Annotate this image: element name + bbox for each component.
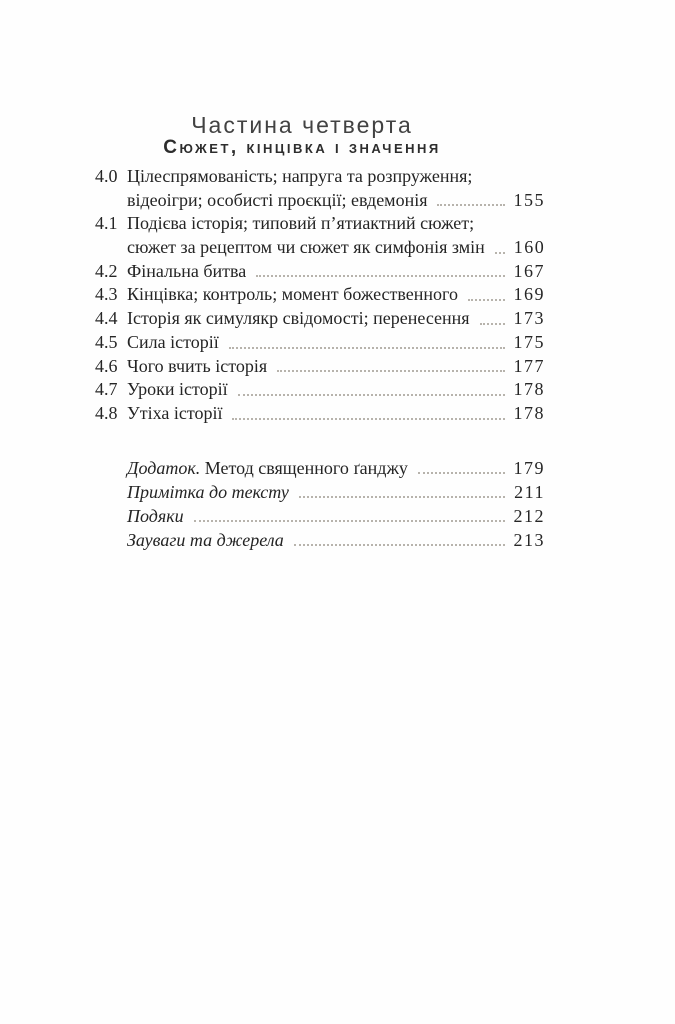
toc-row	[95, 283, 545, 307]
back-matter-title	[127, 456, 408, 480]
back-matter-title-italic: Подяки	[127, 505, 184, 526]
toc-entry-number: 4.3	[95, 284, 118, 305]
back-matter-row	[95, 528, 545, 552]
toc-entry-title: сюжет за рецептом чи сюжет як симфонія змін	[127, 237, 485, 258]
toc-entry-number: 4.4	[95, 308, 118, 329]
toc-row	[95, 378, 545, 402]
toc-row	[95, 189, 545, 213]
table-of-contents	[95, 113, 545, 552]
dot-leader	[299, 496, 505, 498]
back-matter-row	[95, 480, 545, 504]
dot-leader	[495, 252, 505, 254]
dot-leader	[468, 299, 505, 301]
toc-entry-list	[95, 165, 545, 426]
back-matter-title	[127, 480, 289, 504]
toc-entry-page-number: 173	[513, 308, 545, 329]
dot-leader	[480, 323, 505, 325]
toc-entry-title: Уроки історії	[127, 379, 228, 400]
dot-leader	[232, 418, 504, 420]
toc-entry-title: Фінальна битва	[127, 260, 247, 281]
back-matter-page-number: 179	[513, 457, 545, 478]
back-matter-title-italic: Примітка до тексту	[127, 481, 289, 502]
dot-leader	[294, 544, 505, 546]
toc-entry-title: Утіха історії	[127, 402, 223, 423]
back-matter-row	[95, 456, 545, 480]
toc-entry-number: 4.0	[95, 166, 118, 186]
part-title: Сюжет, кінцівка і значення	[163, 137, 441, 158]
back-matter-page-number: 212	[513, 505, 545, 526]
toc-entry-page-number: 167	[513, 260, 545, 281]
dot-leader	[437, 204, 504, 206]
toc-entry-page-number: 160	[513, 237, 546, 258]
dot-leader	[256, 275, 504, 277]
toc-row	[95, 165, 545, 189]
back-matter-page-number: 213	[513, 529, 545, 550]
toc-entry-page-number: 178	[513, 402, 545, 423]
toc-row	[95, 355, 545, 379]
toc-entry-number: 4.8	[95, 402, 118, 423]
dot-leader	[229, 347, 505, 349]
toc-row	[95, 331, 545, 355]
toc-row	[95, 307, 545, 331]
dot-leader	[418, 472, 505, 474]
toc-entry-title: Цілеспрямованість; напруга та розпруження;	[127, 166, 473, 186]
toc-entry-page-number: 178	[513, 379, 545, 400]
back-matter-title-italic: Додаток.	[127, 457, 201, 478]
dot-leader	[194, 520, 505, 522]
back-matter-list	[95, 456, 545, 552]
dot-leader	[277, 370, 504, 372]
toc-row	[95, 236, 545, 260]
back-matter-title	[127, 528, 284, 552]
toc-entry-page-number: 175	[513, 331, 545, 352]
toc-entry-title: Чого вчить історія	[127, 355, 268, 376]
back-matter-page-number: 211	[514, 481, 545, 502]
toc-row	[95, 260, 545, 284]
toc-entry-title: відеоігри; особисті проєкції; евдемонія	[127, 189, 428, 210]
toc-entry-number: 4.2	[95, 260, 118, 281]
part-header	[95, 113, 509, 158]
toc-entry-title: Кінцівка; контроль; момент божественного	[127, 284, 458, 305]
toc-entry-page-number: 177	[513, 355, 545, 376]
toc-row	[95, 212, 545, 236]
dot-leader	[238, 394, 505, 396]
toc-row	[95, 402, 545, 426]
toc-entry-number: 4.1	[95, 213, 118, 234]
back-matter-title-roman: Метод священного ґанджу	[200, 457, 408, 478]
toc-entry-title: Історія як симулякр свідомості; перенесення	[127, 308, 470, 329]
toc-entry-title: Сила історії	[127, 331, 219, 352]
toc-entry-number: 4.5	[95, 331, 118, 352]
toc-entry-number: 4.6	[95, 355, 118, 376]
back-matter-row	[95, 504, 545, 528]
part-label: Частина четверта	[191, 112, 413, 138]
back-matter-title	[127, 504, 184, 528]
toc-entry-number: 4.7	[95, 379, 118, 400]
toc-entry-page-number: 155	[513, 189, 545, 210]
toc-entry-title: Подієва історія; типовий п’ятиактний сюжет;	[127, 213, 475, 234]
back-matter-title-italic: Зауваги та джерела	[127, 529, 284, 550]
toc-entry-page-number: 169	[513, 284, 545, 305]
